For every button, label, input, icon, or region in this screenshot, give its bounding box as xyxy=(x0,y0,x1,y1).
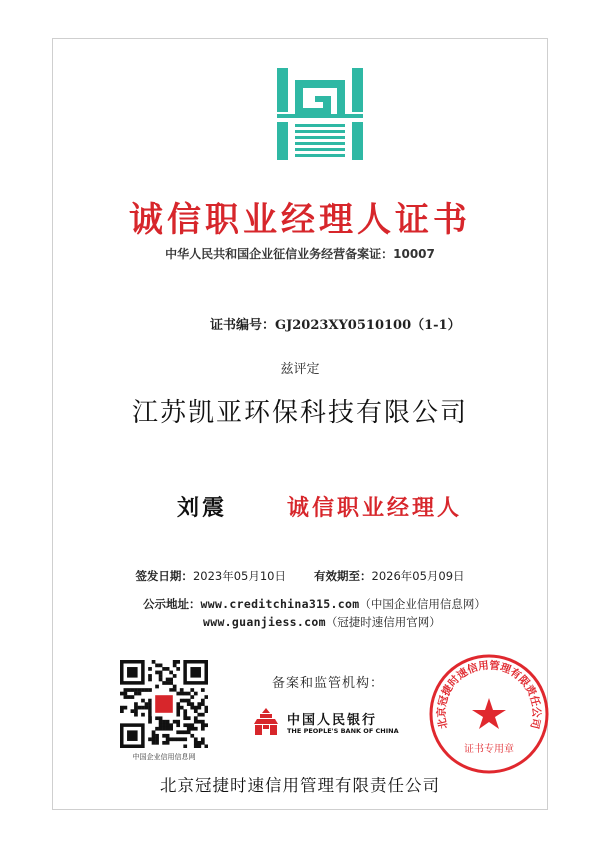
url-1[interactable]: www.creditchina315.com xyxy=(200,597,360,611)
issuer-name: 北京冠捷时速信用管理有限责任公司 xyxy=(160,776,440,795)
role-title: 诚信职业经理人 xyxy=(287,496,463,521)
qr-caption: 中国企业信用信息网 xyxy=(132,753,196,761)
bank-name-cn: 中国人民银行 xyxy=(287,713,378,728)
bank-name-en: THE PEOPLE'S BANK OF CHINA xyxy=(287,727,399,735)
red-seal-icon xyxy=(427,652,551,776)
registration-text: 中华人民共和国企业征信业务经营备案证：10007 xyxy=(165,247,435,261)
awarded-text: 兹评定 xyxy=(280,362,320,377)
url-2[interactable]: www.guanjiess.com xyxy=(203,615,326,629)
public-label: 公示地址： xyxy=(143,597,201,611)
supervision-label: 备案和监管机构： xyxy=(272,676,385,691)
valid-until-label: 有效期至： xyxy=(314,569,372,583)
url-1-note: （中国企业信用信息网） xyxy=(359,597,486,611)
valid-until: 2026年05月09日 xyxy=(371,569,465,583)
seal-inner-text: 证书专用章 xyxy=(464,744,514,755)
issue-date-label: 签发日期： xyxy=(135,569,193,583)
public-address xyxy=(143,595,486,631)
person-name: 刘震 xyxy=(177,495,228,521)
pboc-emblem-icon xyxy=(251,707,281,737)
certificate-title: 诚信职业经理人证书 xyxy=(129,200,471,240)
url-2-note: （冠捷时速信用官网） xyxy=(325,615,441,629)
hg-emblem-icon xyxy=(275,66,365,162)
company-name: 江苏凯亚环保科技有限公司 xyxy=(131,398,468,428)
certificate-number: 证书编号：GJ2023XY0510100（1-1） xyxy=(210,318,461,333)
date-line xyxy=(0,568,600,584)
issue-date: 2023年05月10日 xyxy=(192,569,286,583)
qr-code-icon xyxy=(120,660,208,748)
seal-ring-text: 北京冠捷时速信用管理有限责任公司 xyxy=(435,659,543,730)
